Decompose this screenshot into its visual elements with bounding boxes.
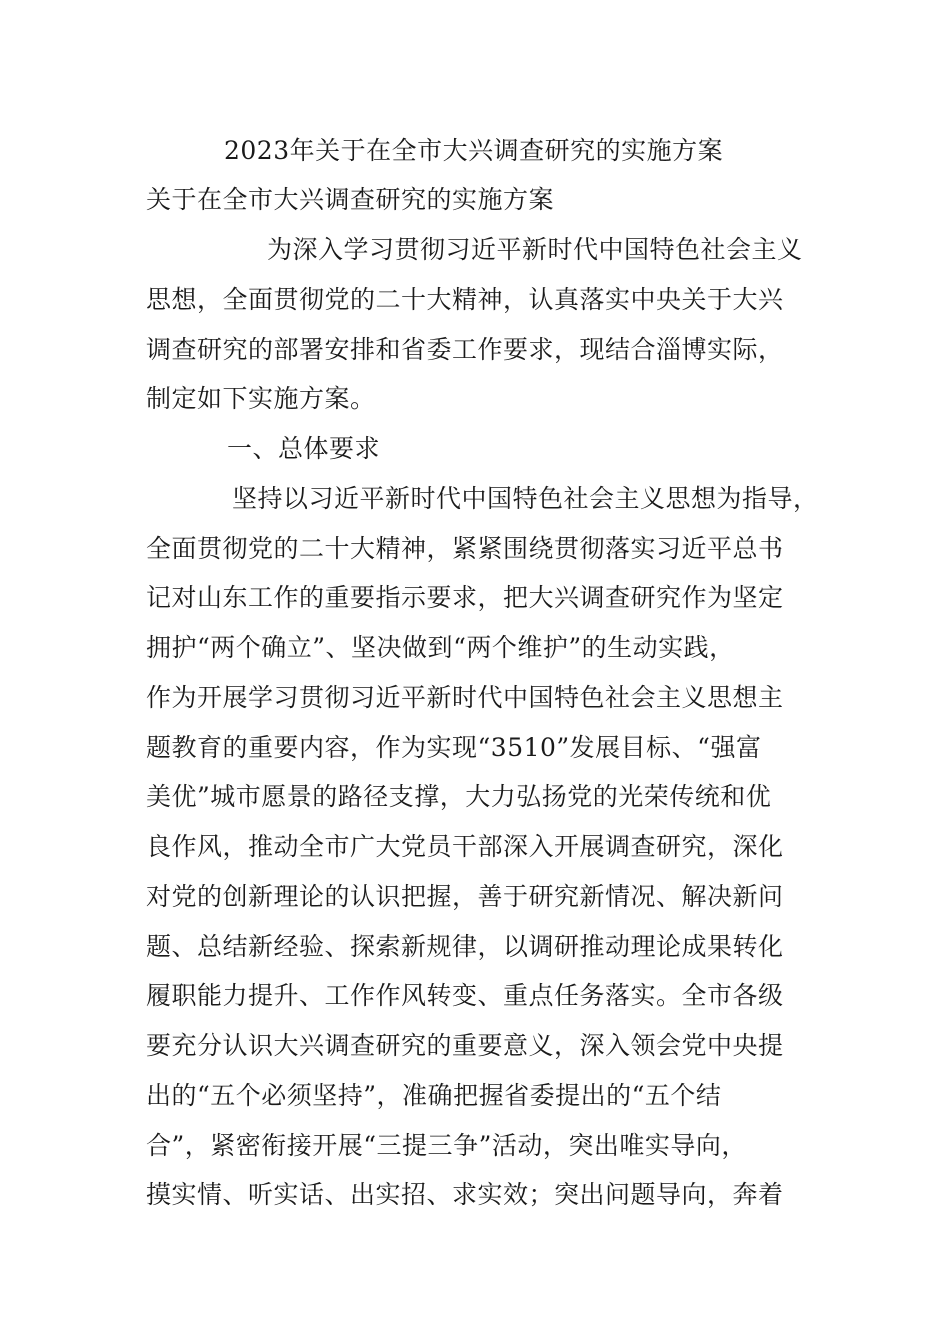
document-subtitle: 关于在全市大兴调查研究的实施方案 — [146, 185, 555, 214]
section-heading: 一、总体要求 — [227, 434, 381, 463]
intro-line: 思想，全面贯彻党的二十大精神，认真落实中央关于大兴 — [146, 285, 784, 314]
body-line: 题、总结新经验、探索新规律，以调研推动理论成果转化 — [146, 932, 784, 961]
body-line: 出的“五个必须坚持”，准确把握省委提出的“五个结 — [146, 1081, 722, 1110]
document-title: 2023年关于在全市大兴调查研究的实施方案 — [224, 136, 724, 165]
body-line: 对党的创新理论的认识把握，善于研究新情况、解决新问 — [146, 882, 784, 911]
body-line: 合”，紧密衔接开展“三提三争”活动，突出唯实导向， — [146, 1131, 747, 1160]
body-line: 美优”城市愿景的路径支撑，大力弘扬党的光荣传统和优 — [146, 782, 772, 811]
body-line: 摸实情、听实话、出实招、求实效；突出问题导向，奔着 — [146, 1180, 784, 1209]
body-line: 全面贯彻党的二十大精神，紧紧围绕贯彻落实习近平总书 — [146, 534, 784, 563]
body-line: 要充分认识大兴调查研究的重要意义，深入领会党中央提 — [146, 1031, 784, 1060]
intro-line: 调查研究的部署安排和省委工作要求，现结合淄博实际， — [146, 335, 784, 364]
body-line: 良作风，推动全市广大党员干部深入开展调查研究，深化 — [146, 832, 784, 861]
body-line: 作为开展学习贯彻习近平新时代中国特色社会主义思想主 — [146, 683, 784, 712]
body-line: 坚持以习近平新时代中国特色社会主义思想为指导， — [232, 484, 819, 513]
body-line: 履职能力提升、工作作风转变、重点任务落实。全市各级 — [146, 981, 784, 1010]
body-line: 记对山东工作的重要指示要求，把大兴调查研究作为坚定 — [146, 583, 784, 612]
intro-line: 制定如下实施方案。 — [146, 384, 376, 413]
body-line: 题教育的重要内容，作为实现“3510”发展目标、“强富 — [146, 733, 762, 762]
body-line: 拥护“两个确立”、坚决做到“两个维护”的生动实践， — [146, 633, 735, 662]
intro-line: 为深入学习贯彻习近平新时代中国特色社会主义 — [267, 235, 803, 264]
